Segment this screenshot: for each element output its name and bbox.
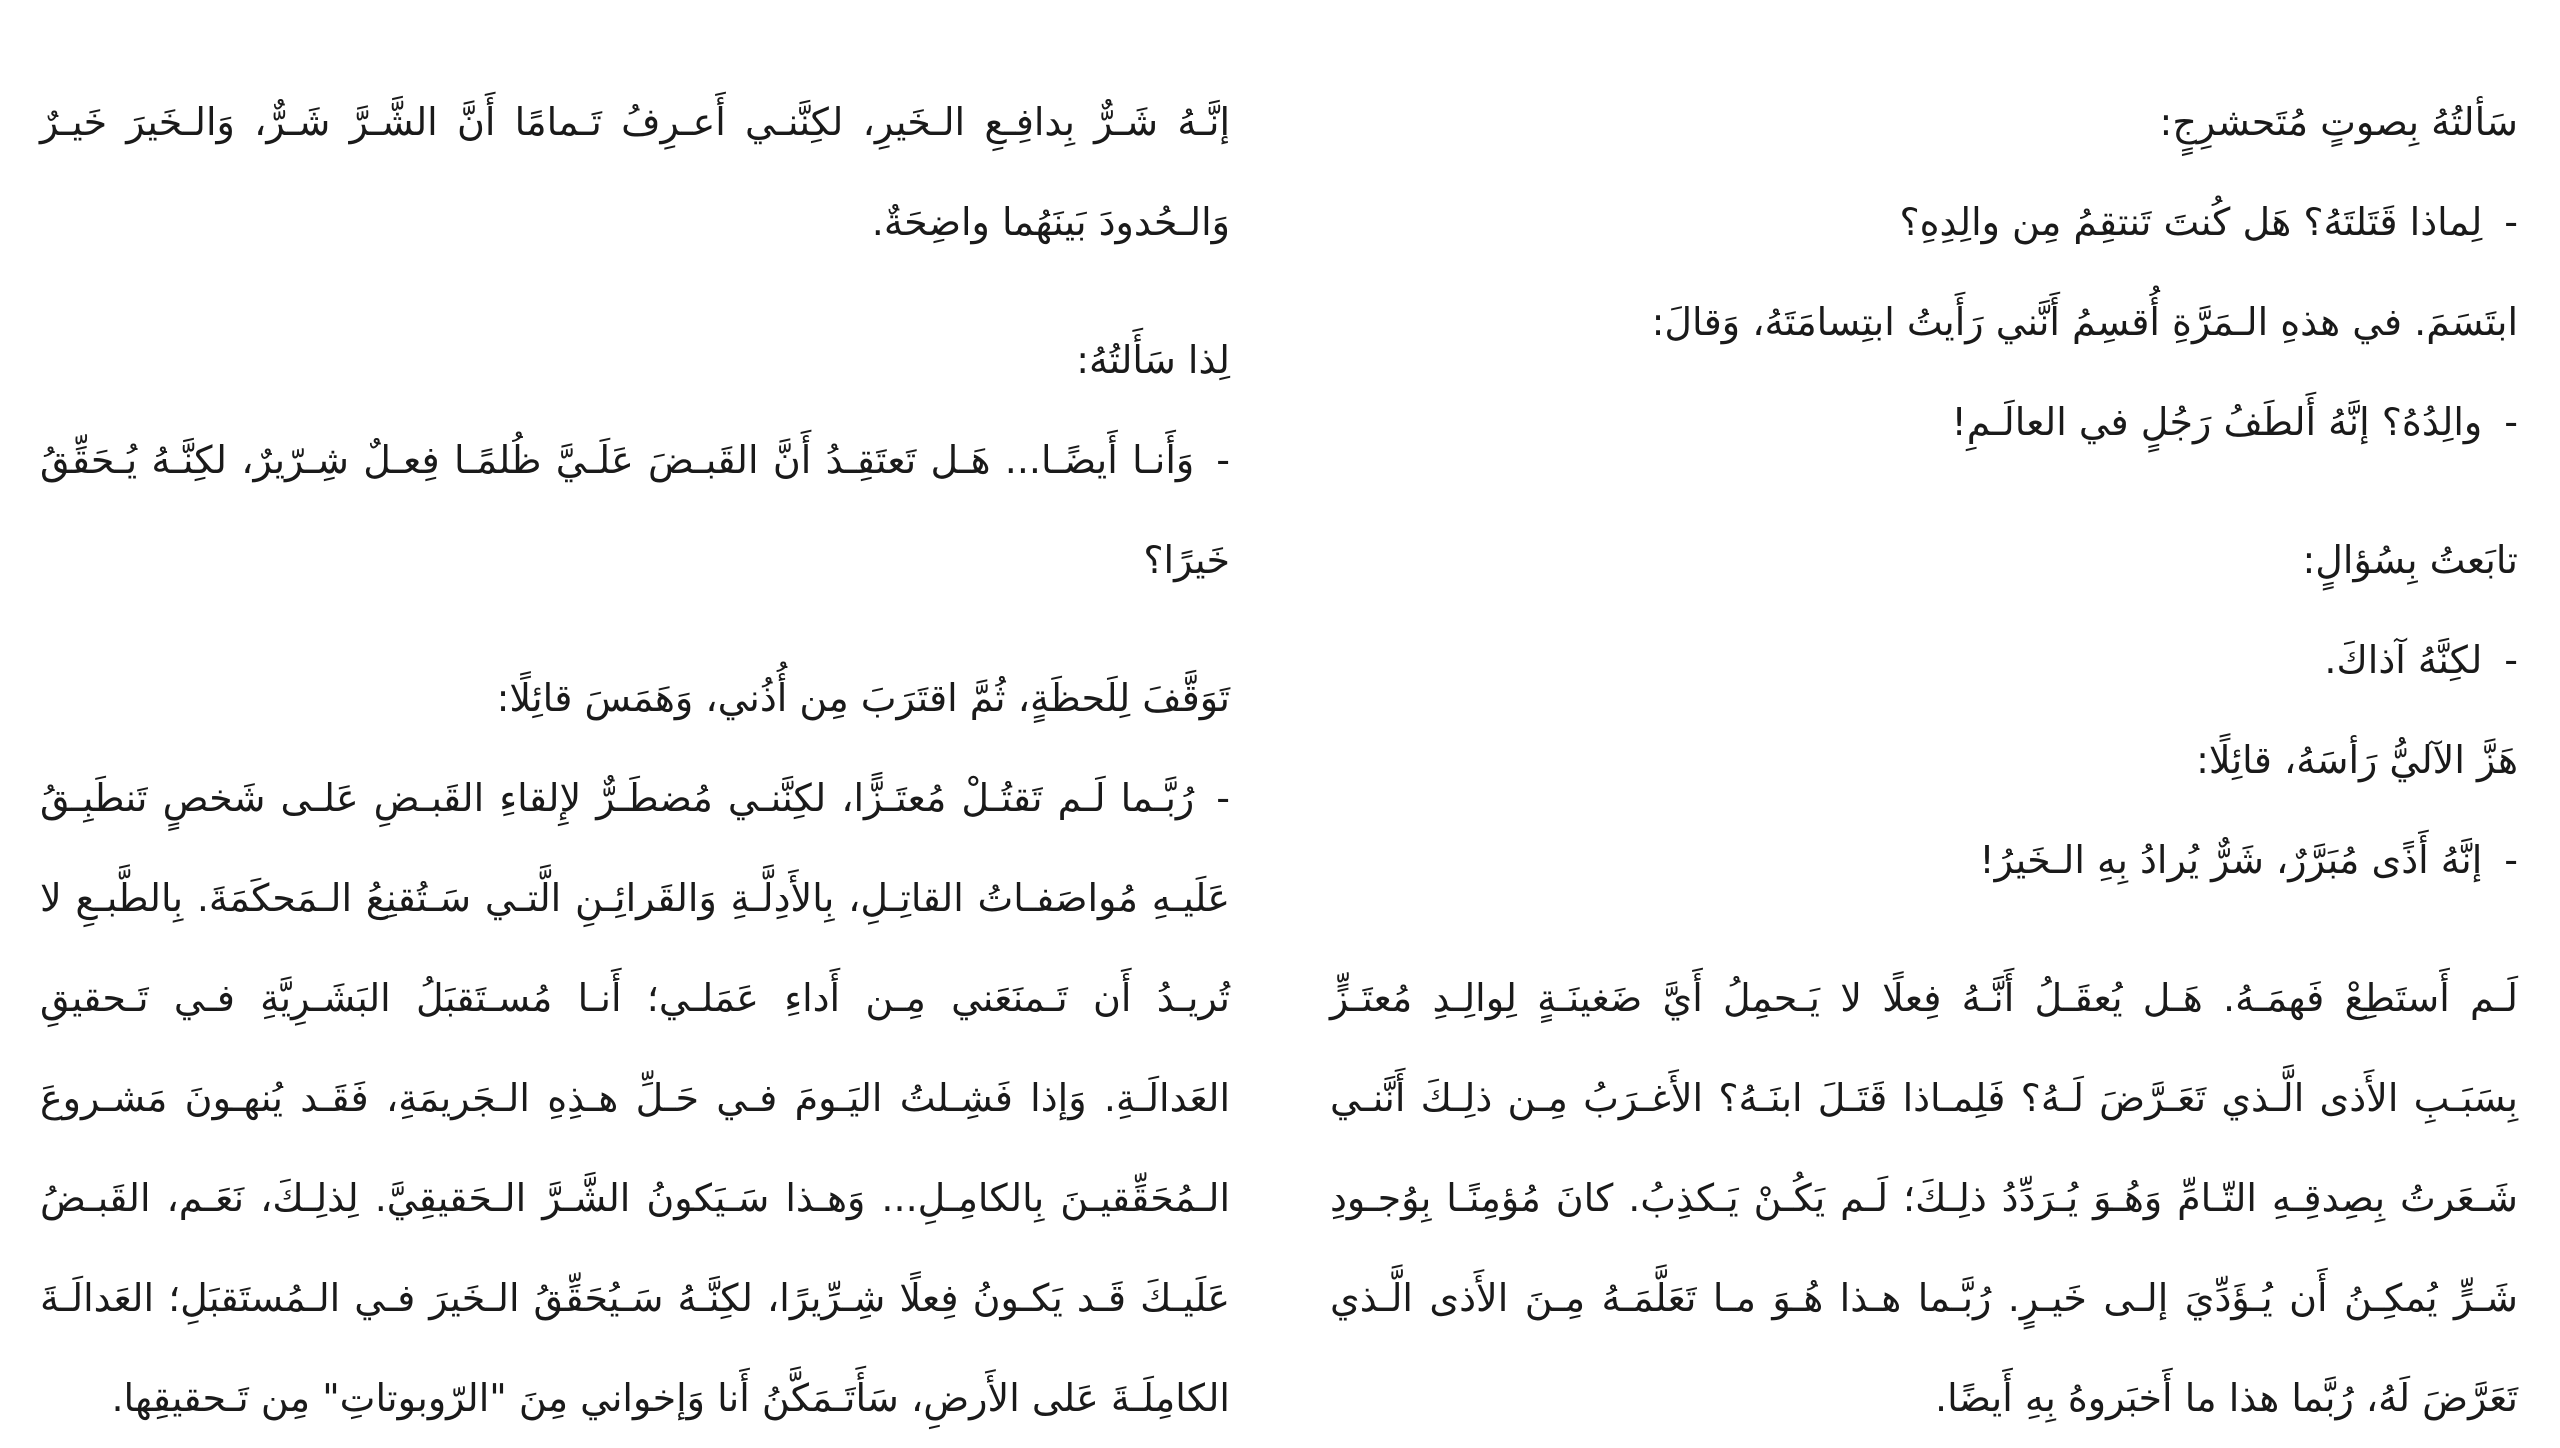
narration-paragraph: تَوَقَّفَ لِلَحظَةٍ، ثُمَّ اقتَرَبَ مِن أُذُني، وَهَمَسَ قائِلًا:: [496, 676, 1230, 720]
dialogue-dash: -: [2504, 638, 2518, 682]
dialogue-line: [40, 410, 1230, 610]
dialogue-line: [1330, 810, 2518, 910]
paragraph-gap: [1330, 472, 2518, 510]
dialogue-text: والِدُهُ؟ إنَّهُ أَلطَفُ رَجُلٍ في العالَـمِ!: [1951, 400, 2483, 444]
left-page-column: [40, 72, 1230, 1448]
dialogue-line: [1330, 172, 2518, 272]
dialogue-dash: -: [2504, 838, 2518, 882]
dialogue-line: [1330, 610, 2518, 710]
narration-paragraph: لِذا سَأَلتُهُ:: [1076, 338, 1230, 382]
paragraph-gap: [1330, 910, 2518, 948]
right-page-column: [1330, 72, 2518, 1448]
dialogue-line: [1330, 372, 2518, 472]
dialogue-text: إنَّهُ أَذًى مُبَرَّرٌ، شَرٌّ يُرادُ بِهِ الـخَيرُ!: [1979, 838, 2483, 882]
dialogue-dash: -: [1216, 776, 1230, 820]
dialogue-dash: -: [1216, 438, 1230, 482]
dialogue-dash: -: [2504, 200, 2518, 244]
dialogue-text: وَأَنـا أَيضًـا... هَـل تَعتَقِـدُ أَنَّ القَبـضَ عَلَـيَّ ظُلمًـا فِعـلٌ شِـرّيرٌ، لكِنَّـهُ يُـحَقِّقُ خَيرًا؟: [40, 438, 1230, 582]
narration-paragraph: تابَعتُ بِسُؤالٍ:: [2302, 538, 2518, 582]
dialogue-text: لكِنَّهُ آذاكَ.: [2324, 638, 2483, 682]
narration-paragraph: لَـم أَستَطِعْ فَهمَـهُ. هَـل يُعقَـلُ أَنَّـهُ فِعلًا لا يَـحمِلُ أَيَّ ضَغينَـةٍ لِوالِـدِ مُعتَـزٍّ بِسَبَـبِ الأَذى الَّـذي تَعَـرَّضَ لَـهُ؟ فَلِمـاذا قَتَـلَ ابنَـهُ؟ الأَغـرَبُ مِـن ذلِـكَ أَنَّنـي شَـعَرتُ بِصِدقِـهِ التّـامِّ وَهُـوَ يُـرَدِّدُ ذلِـكَ؛ لَـم يَكُـنْ يَـكذِبُ. كانَ مُؤمِنًـا بِوُجـودِ شَـرٍّ يُمكِـنُ أَن يُـؤَدِّيَ إلـى خَيـرٍ. رُبَّـما هـذا هُـوَ مـا تَعَلَّمَـهُ مِـنَ الأَذى الَّـذي تَعَرَّضَ لَهُ، رُبَّما هذا ما أَخبَروهُ بِهِ أَيضًا.: [1330, 976, 2518, 1420]
paragraph-gap: [40, 610, 1230, 648]
paragraph-gap: [40, 272, 1230, 310]
narration-paragraph: ابتَسَمَ. في هذهِ الـمَرَّةِ أُقسِمُ أَنَّني رَأَيتُ ابتِسامَتَهُ، وَقالَ:: [1651, 300, 2518, 344]
dialogue-text: لِماذا قَتَلتَهُ؟ هَل كُنتَ تَنتقِمُ مِن والِدِهِ؟: [1899, 200, 2483, 244]
narration-paragraph: إنَّـهُ شَـرٌّ بِدافِـعِ الـخَيرِ، لكِنَّنـي أَعـرِفُ تَـمامًا أَنَّ الشَّـرَّ شَـرٌّ، وَالـخَيرَ خَيـرٌ وَالـحُدودَ بَينَهُما واضِحَةٌ.: [40, 100, 1230, 244]
narration-paragraph: سَألتُهُ بِصوتٍ مُتَحشرِجٍ:: [2159, 100, 2518, 144]
dialogue-dash: -: [2504, 400, 2518, 444]
dialogue-line: [40, 748, 1230, 1448]
narration-paragraph: هَزَّ الآليُّ رَأسَهُ، قائِلًا:: [2196, 738, 2518, 782]
dialogue-text: رُبَّـما لَـم تَقتُـلْ مُعتَـزًّا، لكِنَّنـي مُضطَـرٌّ لإِلقاءِ القَبـضِ عَلـى شَخصٍ تَنطَبِـقُ عَلَيـهِ مُواصَفـاتُ القاتِـلِ، بِالأَدِلَّـةِ وَالقَرائِـنِ الَّتـي سَـتُقنِعُ الـمَحكَمَةَ. بِالطَّبـعِ لا تُريـدُ أَن تَـمنَعَني مِـن أَداءِ عَمَلـي؛ أَنـا مُسـتَقبَلُ البَشَـرِيَّةِ فـي تَـحقيقِ العَدالَـةِ. وَإذا فَشِـلتُ اليَـومَ فـي حَـلِّ هـذِهِ الـجَريمَةِ، فَقَـد يُنهـونَ مَشـروعَ الـمُحَقِّقيـنَ بِالكامِـلِ... وَهـذا سَـيَكونُ الشَّـرَّ الـحَقيقِيَّ. لِذلِـكَ، نَعَـم، القَبـضُ عَلَيـكَ قَـد يَكـونُ فِعلًا شِـرِّيرًا، لكِنَّـهُ سَـيُحَقِّقُ الـخَيرَ فـي الـمُستَقبَلِ؛ العَدالَـةَ الكامِلَـةَ عَلى الأَرضِ، سَأَتَـمَكَّنُ أَنا وَإخواني مِنَ "الرّوبوتاتِ" مِن تَـحقيقِها.: [40, 776, 1230, 1420]
